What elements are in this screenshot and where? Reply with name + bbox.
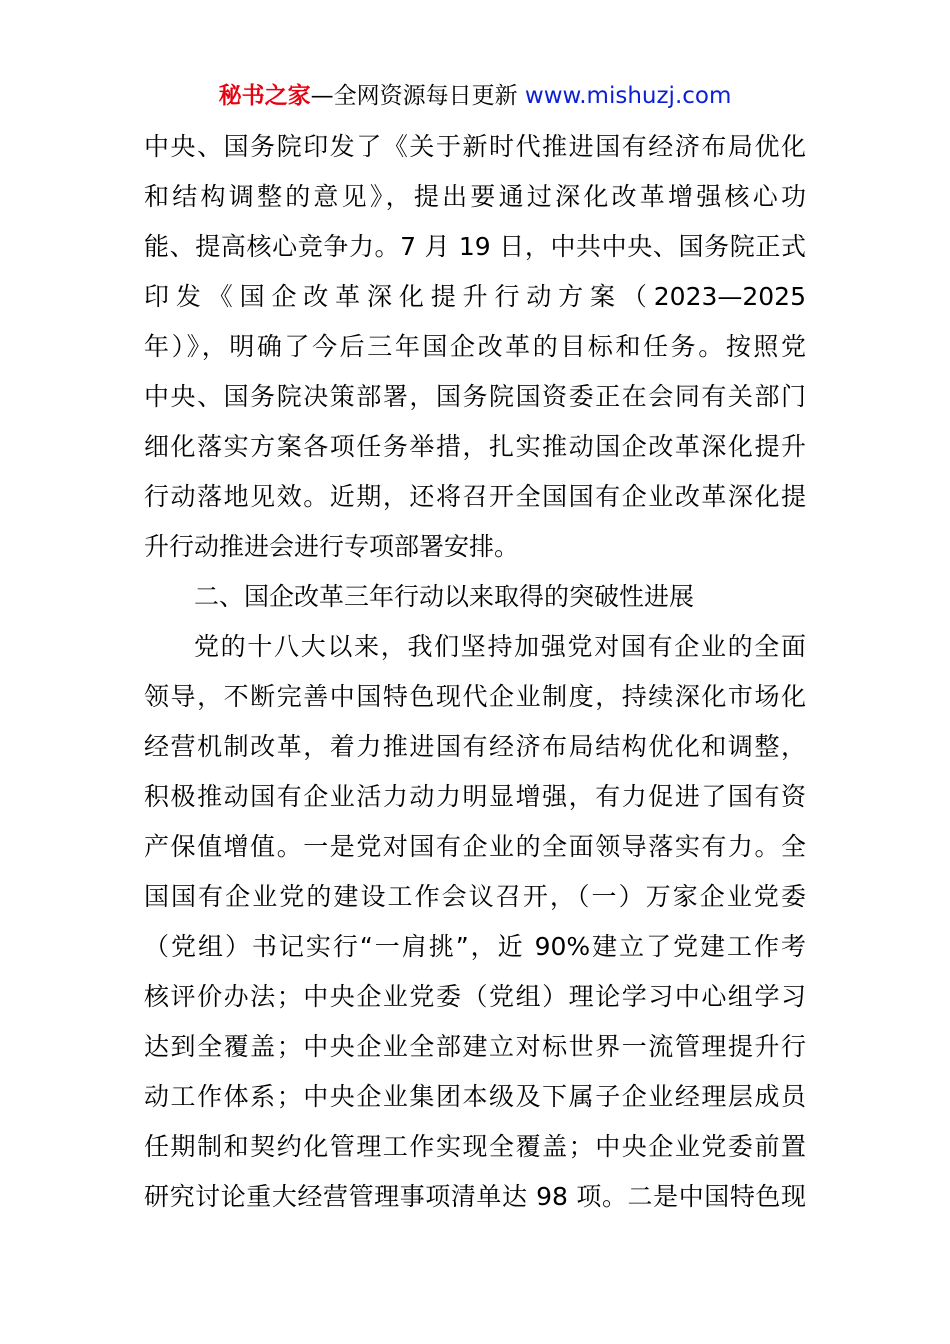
body-line: 年）》，明确了今后三年国企改革的目标和任务。按照党 [144,332,806,361]
body-line: （党组）书记实行“一肩挑”，近 90%建立了党建工作考 [144,932,806,961]
section-heading: 二、国企改革三年行动以来取得的突破性进展 [194,582,695,611]
body-line: 核评价办法；中央企业党委（党组）理论学习中心组学习 [144,982,806,1011]
body-line: 达到全覆盖；中央企业全部建立对标世界一流管理提升行 [144,1032,806,1061]
site-header [0,80,950,112]
body-line: 动工作体系；中央企业集团本级及下属子企业经理层成员 [144,1082,806,1111]
body-line: 和结构调整的意见》，提出要通过深化改革增强核心功 [144,182,806,211]
body-line: 经营机制改革，着力推进国有经济布局结构优化和调整， [144,732,806,761]
body-line: 国国有企业党的建设工作会议召开，（一）万家企业党委 [144,882,806,911]
paragraph-end-line: 升行动推进会进行专项部署安排。 [144,532,520,561]
body-line: 中央、国务院决策部署，国务院国资委正在会同有关部门 [144,382,806,411]
body-line: 能、提高核心竞争力。7 月 19 日，中共中央、国务院正式 [144,232,806,261]
body-line: 研究讨论重大经营管理事项清单达 98 项。二是中国特色现 [144,1182,806,1211]
brand-name: 秘书之家 [218,83,311,109]
body-line: 行动落地见效。近期，还将召开全国国有企业改革深化提 [144,482,806,511]
paragraph-first-line: 党的十八大以来，我们坚持加强党对国有企业的全面 [194,632,806,661]
body-line: 细化落实方案各项任务举措，扎实推动国企改革深化提升 [144,432,806,461]
body-line: 任期制和契约化管理工作实现全覆盖；中央企业党委前置 [144,1132,806,1161]
site-url-link[interactable]: www.mishuzj.com [524,83,732,109]
body-line: 领导，不断完善中国特色现代企业制度，持续深化市场化 [144,682,806,711]
header-tagline: —全网资源每日更新 [310,83,525,109]
body-line: 中央、国务院印发了《关于新时代推进国有经济布局优化 [144,132,806,161]
body-line: 产保值增值。一是党对国有企业的全面领导落实有力。全 [144,832,806,861]
body-line: 印发《国企改革深化提升行动方案（2023—2025 [144,282,806,311]
body-line: 积极推动国有企业活力动力明显增强，有力促进了国有资 [144,782,806,811]
